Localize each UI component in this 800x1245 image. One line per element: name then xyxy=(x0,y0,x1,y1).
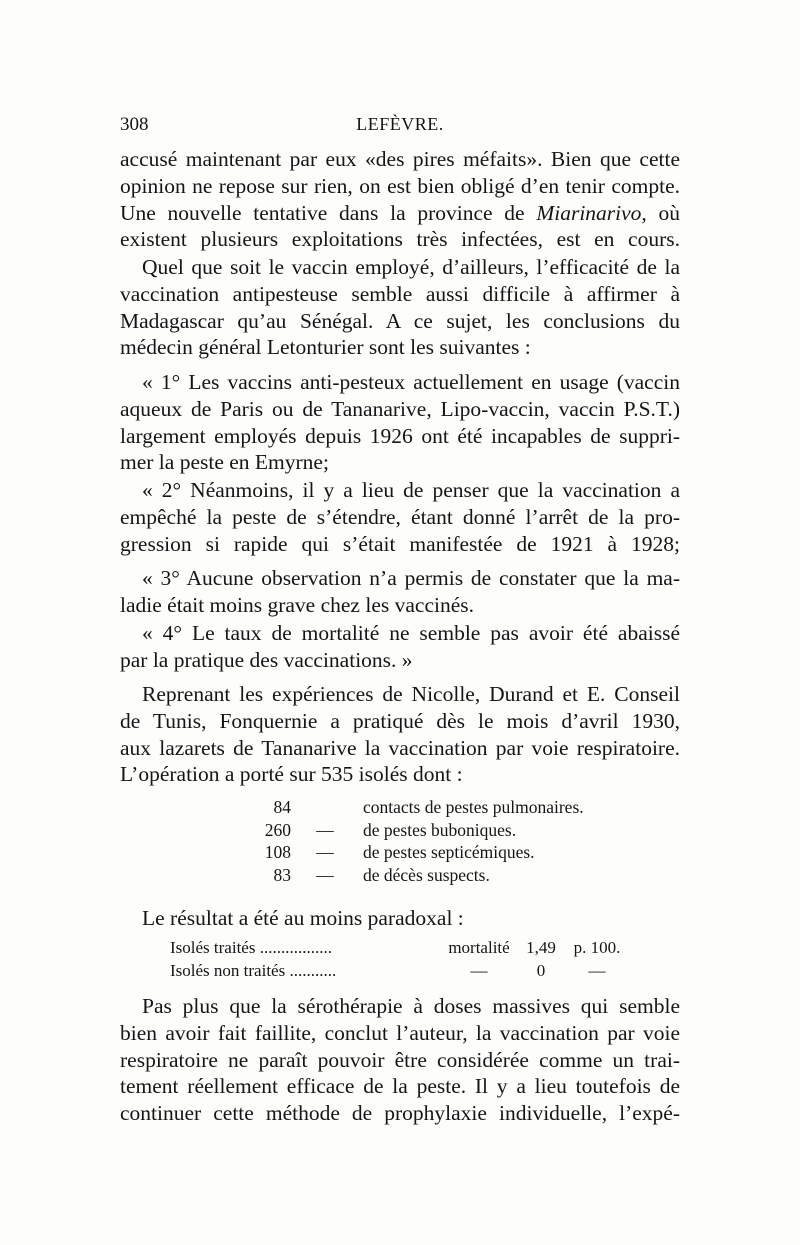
group-label: Isolés traités ................. xyxy=(170,938,332,957)
text-line: vaccination antipesteuse semble aussi difficile à affirmer à xyxy=(120,281,680,306)
ditto-cell: — xyxy=(316,842,334,863)
text-line: bien avoir fait faillite, conclut l’auteur, la vaccination par voie xyxy=(120,1020,680,1045)
quote-conclusion-4 xyxy=(120,620,680,674)
text-line: de Tunis, Fonquernie a pratiqué dès le mois d’avril 1930, xyxy=(120,708,680,733)
text-line: Le résultat a été au moins paradoxal : xyxy=(142,906,464,930)
text-line: « 3° Aucune observation n’a permis de constater que la ma- xyxy=(142,566,680,590)
ditto-cell xyxy=(301,796,349,819)
text-line: L’opération a porté sur 535 isolés dont : xyxy=(120,762,463,787)
mortality-results-table xyxy=(170,937,630,982)
description-cell: de décès suspects. xyxy=(363,865,490,886)
count-cell: 83 xyxy=(273,865,291,886)
quote-conclusion-3 xyxy=(120,565,680,619)
ditto-cell: — xyxy=(316,865,334,886)
measure-cell: — xyxy=(470,960,488,980)
count-cell: 108 xyxy=(264,842,291,863)
description-cell: contacts de pestes pulmonaires. xyxy=(363,797,584,817)
unit-cell: — xyxy=(588,960,606,980)
text-line: médecin général Letonturier sont les suivantes : xyxy=(120,335,531,360)
table-row xyxy=(255,819,584,842)
quote-conclusion-1 xyxy=(120,369,680,476)
text-line: « 2° Néanmoins, il y a lieu de penser que la vaccination a xyxy=(142,478,680,502)
page-header xyxy=(120,114,680,138)
text-line: Madagascar qu’au Sénégal. A ce sujet, les conclusions du xyxy=(120,308,680,333)
paragraph-conclusion xyxy=(120,993,680,1127)
text-line: par la pratique des vaccinations. » xyxy=(120,647,413,672)
text-line: accusé maintenant par eux «des pires méfaits». Bien que cette xyxy=(120,147,680,171)
table-row xyxy=(255,841,584,864)
text-line: mer la peste en Emyrne; xyxy=(120,450,329,475)
measure-cell: mortalité xyxy=(448,938,510,957)
count-cell: 84 xyxy=(273,797,291,817)
text-line: largement employés depuis 1926 ont été incapables de suppri- xyxy=(120,423,680,448)
page-number: 308 xyxy=(120,114,149,135)
text-line: existent plusieurs exploitations très infectées, est en cours. xyxy=(120,227,680,252)
running-title: LEFÈVRE. xyxy=(356,114,444,134)
paragraph-intro xyxy=(120,146,680,253)
text-line: ladie était moins grave chez les vaccinés. xyxy=(120,592,474,617)
group-label: Isolés non traités ........... xyxy=(170,960,337,980)
text-line: gression si rapide qui s’était manifestée de 1921 à 1928; xyxy=(120,531,680,556)
description-cell: de pestes buboniques. xyxy=(363,819,517,840)
place-name-italic: Miarinarivo, xyxy=(536,200,647,225)
text-run: Une nouvelle tentative dans la province de xyxy=(120,200,537,225)
value-cell: 1,49 xyxy=(526,938,556,957)
ditto-cell: — xyxy=(316,819,334,840)
table-row xyxy=(170,937,630,960)
text-line: aqueux de Paris ou de Tananarive, Lipo-vaccin, vaccin P.S.T.) xyxy=(120,396,680,421)
table-row xyxy=(255,864,584,887)
text-line: « 4° Le taux de mortalité ne semble pas avoir été abaissé xyxy=(142,621,680,645)
value-cell: 0 xyxy=(536,960,546,980)
text-line: empêché la peste de s’étendre, étant donné l’arrêt de la pro- xyxy=(120,504,680,529)
text-line: « 1° Les vaccins anti-pesteux actuellement en usage (vaccin xyxy=(142,370,680,394)
result-intro xyxy=(120,905,680,932)
isolates-breakdown-table xyxy=(255,796,584,887)
text-line: opinion ne repose sur rien, on est bien obligé d’en tenir compte. xyxy=(120,173,680,198)
count-cell: 260 xyxy=(264,819,291,840)
table-row xyxy=(170,960,630,983)
text-line: respiratoire ne paraît pouvoir être considérée comme un trai- xyxy=(120,1047,680,1072)
text-line: aux lazarets de Tananarive la vaccination par voie respiratoire. xyxy=(120,735,680,760)
unit-cell: p. 100. xyxy=(573,938,621,957)
paragraph-vaccine xyxy=(120,254,680,361)
text-line: continuer cette méthode de prophylaxie individuelle, l’expé- xyxy=(120,1101,680,1126)
paragraph-fonquernie xyxy=(120,681,680,788)
table-row xyxy=(255,796,584,819)
text-line: Quel que soit le vaccin employé, d’ailleurs, l’efficacité de la xyxy=(142,255,680,279)
quote-conclusion-2 xyxy=(120,477,680,557)
text-line: Pas plus que la sérothérapie à doses massives qui semble xyxy=(142,994,680,1018)
text-line: Reprenant les expériences de Nicolle, Durand et E. Conseil xyxy=(142,682,680,706)
description-cell: de pestes septicémiques. xyxy=(363,842,535,863)
text-line: tement réellement efficace de la peste. Il y a lieu toutefois de xyxy=(120,1074,680,1099)
text-line-miarinarivo xyxy=(120,200,680,227)
text-run: où xyxy=(646,200,681,225)
